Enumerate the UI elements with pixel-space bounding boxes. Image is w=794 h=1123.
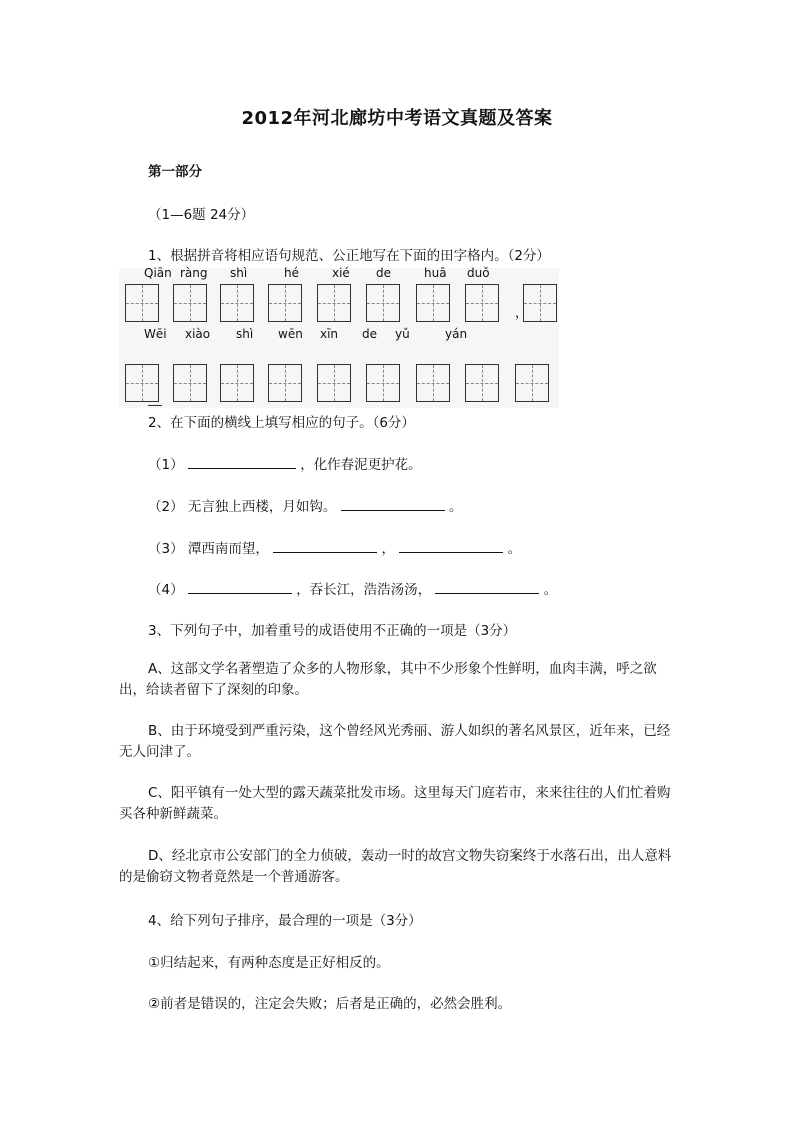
- tianzige-cell[interactable]: [268, 364, 302, 402]
- pinyin: de: [362, 327, 377, 341]
- pinyin: ràng: [180, 266, 208, 280]
- section-range: （1—6题 24分）: [148, 207, 255, 223]
- fill-item-3: [148, 537, 521, 557]
- pinyin: Wēi: [144, 327, 167, 341]
- tianzige-cell[interactable]: [523, 284, 557, 322]
- pinyin: yǔ: [395, 327, 410, 341]
- comma-mark: ，: [515, 306, 529, 321]
- answer-blank[interactable]: [273, 538, 377, 553]
- part-heading: 第一部分: [148, 164, 202, 180]
- question-1-prompt: 1、根据拼音将相应语句规范、公正地写在下面的田字格内。（2分）: [148, 248, 550, 264]
- pinyin: huā: [424, 266, 447, 280]
- page-title: 2012年河北廊坊中考语文真题及答案: [241, 108, 553, 129]
- pinyin: duǒ: [467, 266, 490, 280]
- pinyin-row-2: [119, 327, 559, 343]
- item-number: （4）: [148, 582, 184, 598]
- pinyin: yán: [445, 327, 468, 341]
- item-text: ，吞长江，浩浩汤汤，: [296, 582, 432, 598]
- pinyin: hé: [284, 266, 299, 280]
- tianzige-cell[interactable]: [220, 284, 254, 322]
- divider: [148, 405, 162, 406]
- item-text: ，: [381, 541, 395, 557]
- tianzige-cell[interactable]: [268, 284, 302, 322]
- tianzige-cell[interactable]: [416, 364, 450, 402]
- item-number: （1）: [148, 457, 184, 473]
- pinyin: xiào: [185, 327, 211, 341]
- sentence-1: ①归结起来，有两种态度是正好相反的。: [148, 955, 390, 971]
- pinyin: xīn: [320, 327, 339, 341]
- tianzige-cell[interactable]: [125, 284, 159, 322]
- question-3-prompt: 3、下列句子中，加着重号的成语使用不正确的一项是（3分）: [148, 623, 517, 639]
- tianzige-cell[interactable]: [173, 284, 207, 322]
- item-text: 。: [507, 541, 522, 557]
- tianzige-cell[interactable]: [366, 364, 400, 402]
- fill-item-4: [148, 578, 557, 598]
- item-text: ，化作春泥更护花。: [300, 457, 422, 473]
- answer-blank[interactable]: [188, 454, 296, 469]
- item-text: 。: [543, 582, 558, 598]
- option-a: A、这部文学名著塑造了众多的人物形象，其中不少形象个性鲜明，血肉丰满，呼之欲出，给读者留下了深刻的印象。: [119, 661, 657, 698]
- item-text: 潭西南而望，: [187, 541, 269, 557]
- tianzige-cell[interactable]: [515, 364, 549, 402]
- fill-item-1: [148, 453, 422, 473]
- pinyin: de: [376, 266, 391, 280]
- sentence-2: ②前者是错误的，注定会失败；后者是正确的，必然会胜利。: [148, 996, 512, 1012]
- item-number: （3）: [148, 541, 184, 557]
- item-text: 无言独上西楼，月如钩。: [187, 499, 337, 515]
- tianzige-cell[interactable]: [465, 364, 499, 402]
- tianzige-cell[interactable]: [317, 284, 351, 322]
- tianzige-cell[interactable]: [465, 284, 499, 322]
- option-c: C、阳平镇有一处大型的露天蔬菜批发市场。这里每天门庭若市，来来往往的人们忙着购买各种新鲜蔬菜。: [119, 785, 671, 822]
- pinyin: shì: [236, 327, 254, 341]
- pinyin-row-1: [119, 266, 559, 282]
- tianzige-cell[interactable]: [317, 364, 351, 402]
- option-d: D、经北京市公安部门的全力侦破，轰动一时的故宫文物失窃案终于水落石出，出人意料的是偷窃文物者竟然是一个普通游客。: [119, 848, 672, 885]
- answer-blank[interactable]: [399, 538, 503, 553]
- fill-item-2: [148, 495, 462, 515]
- tianzige-cell[interactable]: [220, 364, 254, 402]
- question-4-prompt: 4、给下列句子排序，最合理的一项是（3分）: [148, 913, 422, 929]
- tianzige-cell[interactable]: [125, 364, 159, 402]
- item-text: 。: [448, 499, 463, 515]
- tianzige-cell[interactable]: [173, 364, 207, 402]
- question-2-prompt: 2、在下面的横线上填写相应的句子。（6分）: [148, 415, 415, 431]
- answer-blank[interactable]: [435, 579, 539, 594]
- answer-blank[interactable]: [188, 579, 292, 594]
- pinyin: wēn: [278, 327, 303, 341]
- pinyin: Qiān: [144, 266, 172, 280]
- tianzige-cell[interactable]: [416, 284, 450, 322]
- answer-blank[interactable]: [341, 496, 445, 511]
- pinyin: shì: [230, 266, 248, 280]
- item-number: （2）: [148, 499, 184, 515]
- option-b: B、由于环境受到严重污染，这个曾经风光秀丽、游人如织的著名风景区，近年来，已经无人问津了。: [119, 723, 671, 760]
- pinyin: xié: [332, 266, 350, 280]
- tianzige-cell[interactable]: [366, 284, 400, 322]
